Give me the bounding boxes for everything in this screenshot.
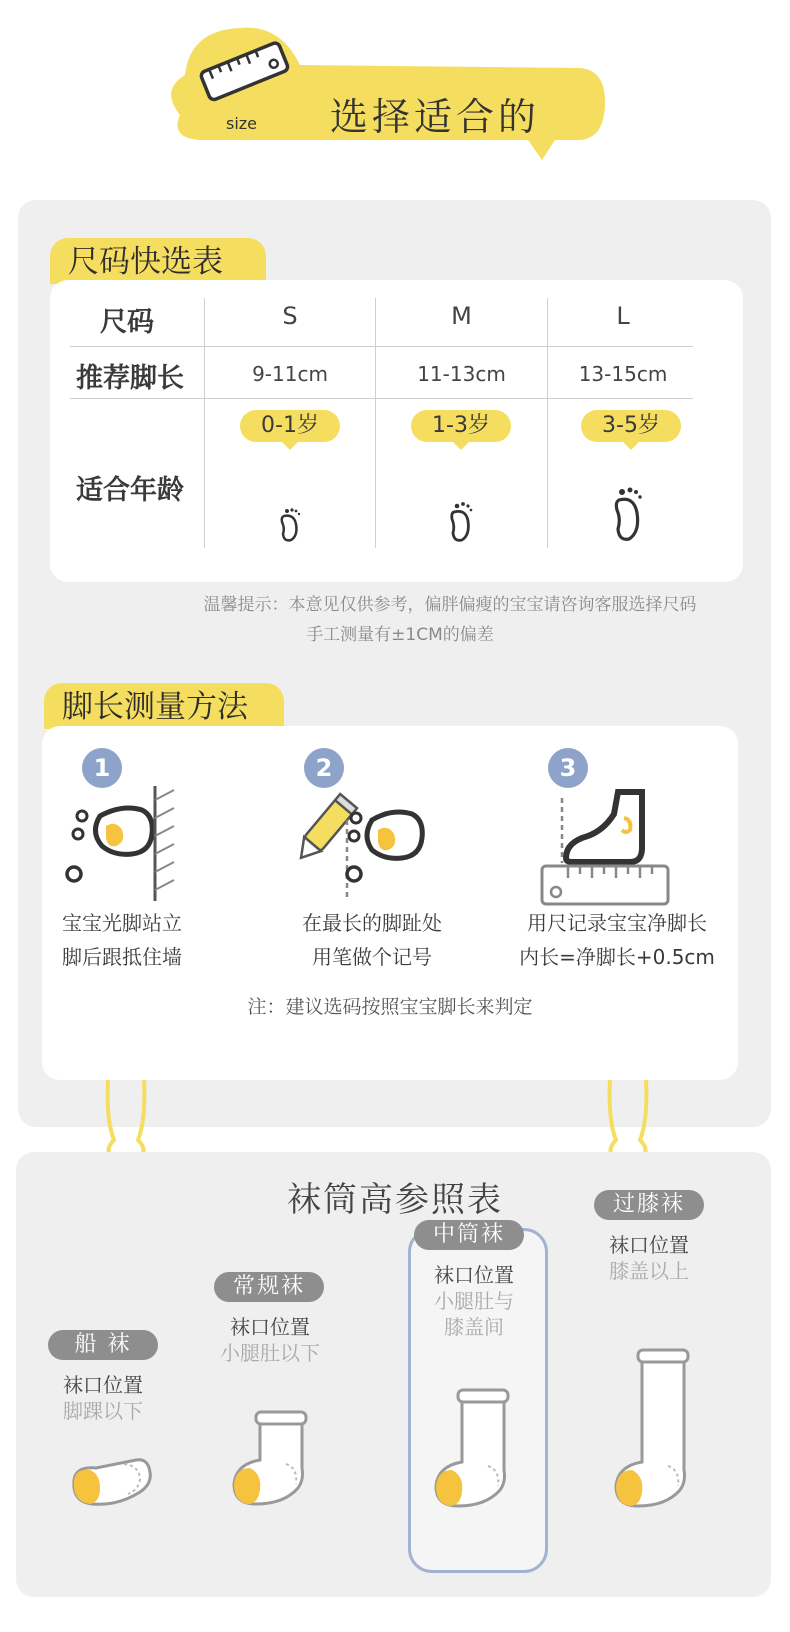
size-l: L bbox=[616, 302, 630, 330]
row-label-size: 尺码 bbox=[100, 307, 154, 338]
row-label-foot-length: 推荐脚长 bbox=[76, 363, 184, 394]
size-m: M bbox=[451, 302, 472, 330]
step-2-text bbox=[282, 906, 462, 974]
boat-sock-icon bbox=[66, 1450, 156, 1510]
sock-label-mid bbox=[404, 1262, 544, 1340]
row-label-age: 适合年龄 bbox=[76, 475, 184, 506]
sock-badge-over-knee: 过膝袜 bbox=[594, 1190, 704, 1220]
size-s: S bbox=[282, 302, 298, 330]
step-1-text bbox=[42, 906, 202, 974]
quick-table-card bbox=[50, 280, 743, 582]
sock-boat-line1: 袜口位置 bbox=[63, 1373, 143, 1397]
sock-badge-boat: 船 袜 bbox=[48, 1330, 158, 1360]
table-divider bbox=[70, 346, 693, 347]
size-label: size bbox=[226, 114, 258, 133]
page-title: 选择适合的 bbox=[330, 95, 541, 139]
step-1-line2: 脚后跟抵住墙 bbox=[62, 945, 182, 969]
table-divider bbox=[70, 398, 693, 399]
sock-over-knee-line2: 膝盖以上 bbox=[609, 1259, 689, 1283]
quick-table-tab: 尺码快选表 bbox=[50, 238, 266, 284]
ruler-icon bbox=[190, 30, 300, 110]
age-badge-l: 3-5岁 bbox=[581, 410, 681, 442]
over-knee-sock-icon bbox=[608, 1346, 698, 1510]
foot-length-l: 13-15cm bbox=[578, 362, 668, 386]
sock-mid-line3: 膝盖间 bbox=[444, 1315, 504, 1339]
step-2-line1: 在最长的脚趾处 bbox=[302, 911, 442, 935]
sock-regular-line1: 袜口位置 bbox=[230, 1315, 310, 1339]
age-badge-s: 0-1岁 bbox=[240, 410, 340, 442]
sock-regular-line2: 小腿肚以下 bbox=[220, 1341, 320, 1365]
measure-tip: 注：建议选码按照宝宝脚长来判定 bbox=[247, 996, 533, 1018]
sock-badge-mid: 中筒袜 bbox=[414, 1220, 524, 1250]
table-divider bbox=[204, 298, 205, 548]
table-divider bbox=[547, 298, 548, 548]
measure-card bbox=[42, 726, 738, 1080]
tip-text-2: 手工测量有±1CM的偏差 bbox=[306, 625, 494, 645]
sock-badge-regular: 常规袜 bbox=[214, 1272, 324, 1302]
step-number-3: 3 bbox=[548, 748, 588, 788]
sock-label-over-knee bbox=[584, 1232, 714, 1284]
age-badge-m: 1-3岁 bbox=[411, 410, 511, 442]
sock-mid-line1: 袜口位置 bbox=[434, 1263, 514, 1287]
step-1-line1: 宝宝光脚站立 bbox=[62, 911, 182, 935]
sock-mid-line2: 小腿肚与 bbox=[434, 1289, 514, 1313]
footprint-icon bbox=[612, 484, 646, 544]
sock-height-title: 袜筒高参照表 bbox=[287, 1180, 503, 1220]
regular-sock-icon bbox=[226, 1408, 316, 1508]
foot-length-m: 11-13cm bbox=[417, 362, 506, 386]
ruler-measuring-foot-icon bbox=[538, 778, 678, 908]
sock-label-regular bbox=[200, 1314, 340, 1366]
sock-over-knee-line1: 袜口位置 bbox=[609, 1233, 689, 1257]
foot-against-wall-icon bbox=[62, 786, 192, 906]
table-divider bbox=[375, 298, 376, 548]
foot-length-s: 9-11cm bbox=[252, 362, 328, 386]
sock-boat-line2: 脚踝以下 bbox=[63, 1399, 143, 1423]
measure-tab: 脚长测量方法 bbox=[44, 683, 284, 729]
step-number-1: 1 bbox=[82, 748, 122, 788]
header bbox=[160, 20, 620, 170]
step-2-line2: 用笔做个记号 bbox=[312, 945, 432, 969]
mid-sock-icon bbox=[428, 1386, 518, 1510]
step-3-text bbox=[502, 906, 732, 974]
tip-text-1: 温馨提示：本意见仅供参考，偏胖偏瘦的宝宝请咨询客服选择尺码 bbox=[203, 595, 697, 615]
footprint-icon bbox=[278, 506, 304, 544]
pen-marking-toe-icon bbox=[292, 790, 452, 900]
step-number-2: 2 bbox=[304, 748, 344, 788]
step-3-line2: 内长=净脚长+0.5cm bbox=[519, 945, 715, 969]
sock-label-boat bbox=[48, 1372, 158, 1424]
footprint-icon bbox=[448, 500, 476, 544]
step-3-line1: 用尺记录宝宝净脚长 bbox=[527, 911, 707, 935]
